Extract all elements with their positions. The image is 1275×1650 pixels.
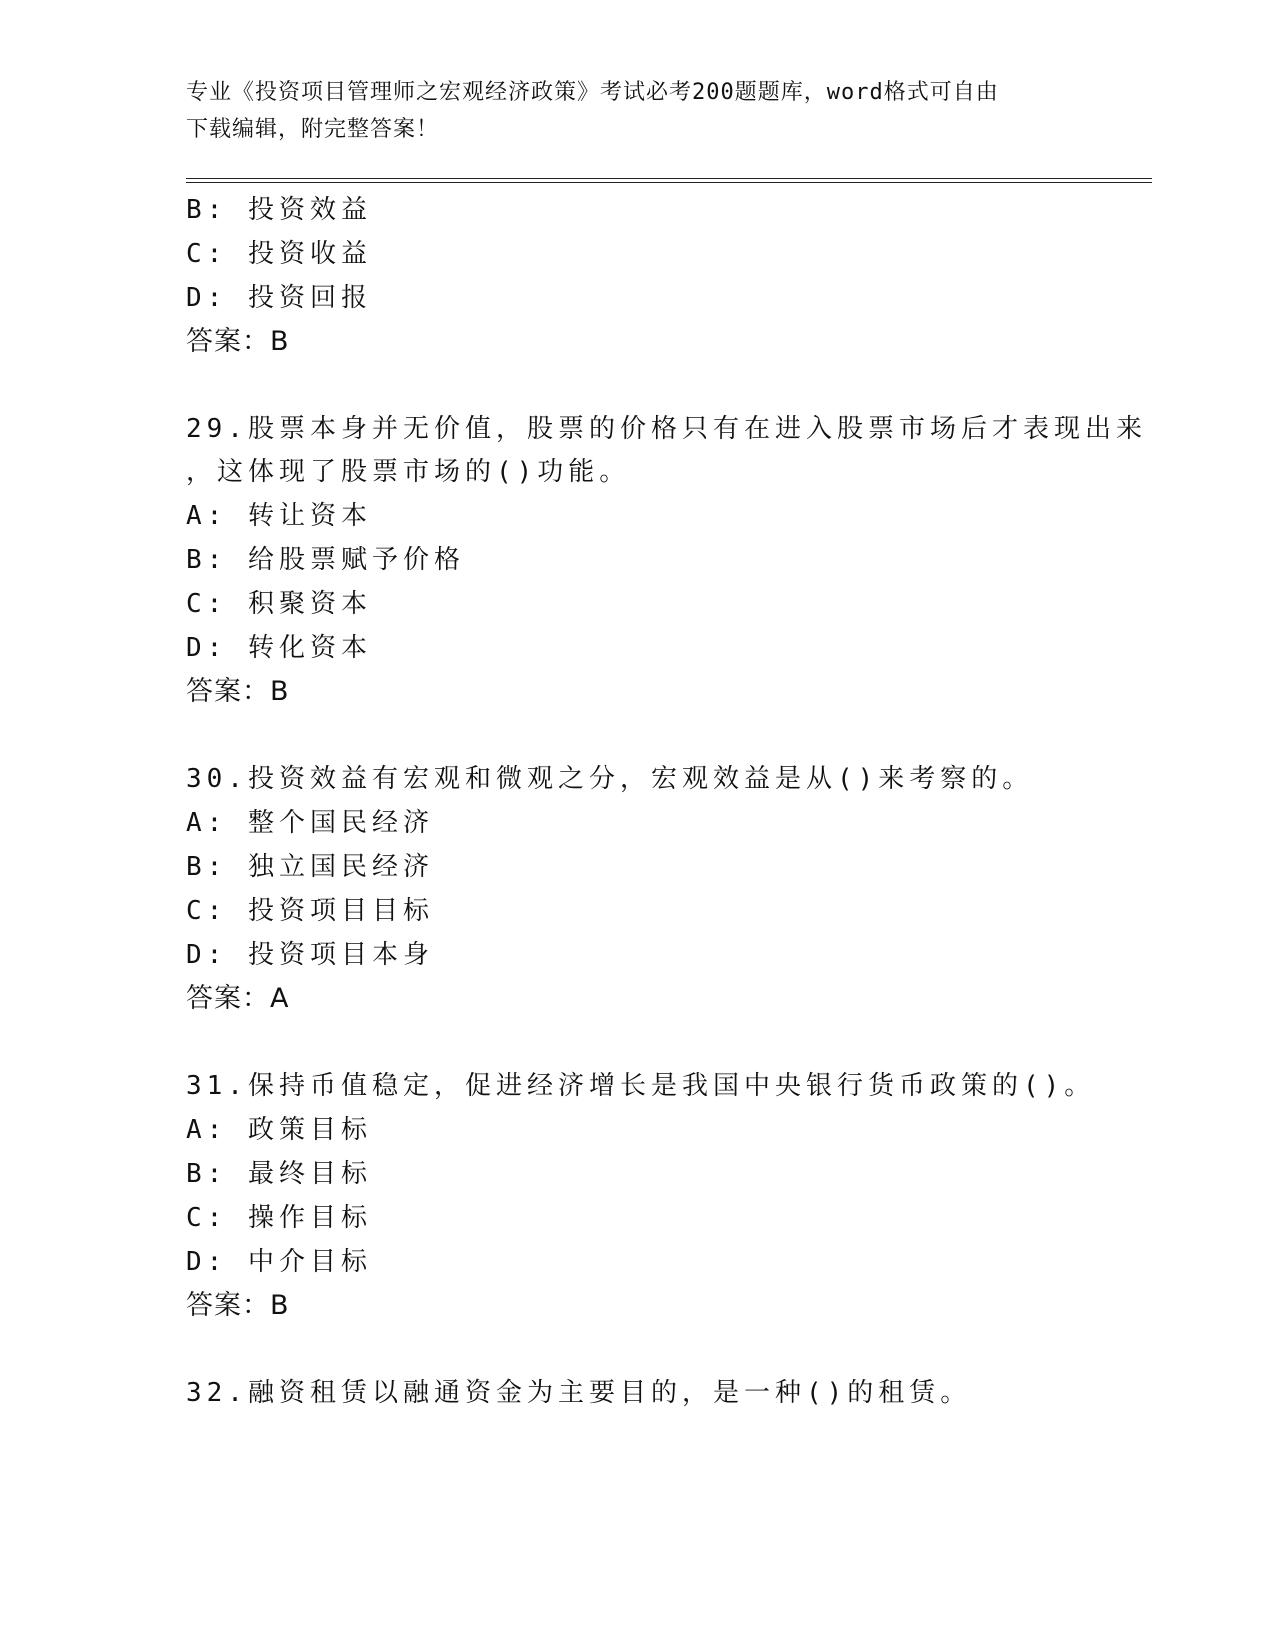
- q29-option-c: C: 积聚资本: [186, 589, 372, 619]
- q30-stem: 30.投资效益有宏观和微观之分，宏观效益是从()来考察的。: [186, 764, 1034, 794]
- q31-option-b: B: 最终目标: [186, 1159, 372, 1189]
- q31-option-d: D: 中介目标: [186, 1247, 372, 1277]
- q29-stem-line-2: ，这体现了股票市场的()功能。: [186, 457, 631, 487]
- q30-option-d: D: 投资项目本身: [186, 940, 434, 970]
- q29-answer: 答案：B: [186, 676, 290, 707]
- q28-option-c: C: 投资收益: [186, 239, 372, 269]
- header-rule-top: [186, 178, 1152, 179]
- q28-option-b: B: 投资效益: [186, 195, 372, 225]
- header-line-1: 专业《投资项目管理师之宏观经济政策》考试必考200题题库，word格式可自由: [186, 80, 999, 105]
- q31-option-a: A: 政策目标: [186, 1115, 372, 1145]
- q29-option-a: A: 转让资本: [186, 501, 372, 531]
- q29-stem-line-1: 29.股票本身并无价值，股票的价格只有在进入股票市场后才表现出来: [186, 414, 1147, 444]
- q31-answer: 答案：B: [186, 1290, 290, 1321]
- q28-option-d: D: 投资回报: [186, 283, 372, 313]
- q32-stem: 32.融资租赁以融通资金为主要目的，是一种()的租赁。: [186, 1378, 972, 1408]
- q28-answer: 答案：B: [186, 326, 290, 357]
- header-rule-bottom: [186, 182, 1152, 183]
- q31-option-c: C: 操作目标: [186, 1203, 372, 1233]
- q30-option-b: B: 独立国民经济: [186, 852, 434, 882]
- q30-option-c: C: 投资项目目标: [186, 896, 434, 926]
- document-header: [186, 74, 1086, 148]
- q30-option-a: A: 整个国民经济: [186, 808, 434, 838]
- q31-stem: 31.保持币值稳定，促进经济增长是我国中央银行货币政策的()。: [186, 1071, 1096, 1101]
- q29-option-b: B: 给股票赋予价格: [186, 545, 465, 575]
- q30-answer: 答案：A: [186, 983, 290, 1014]
- q29-option-d: D: 转化资本: [186, 633, 372, 663]
- header-line-2: 下载编辑，附完整答案！: [186, 117, 440, 142]
